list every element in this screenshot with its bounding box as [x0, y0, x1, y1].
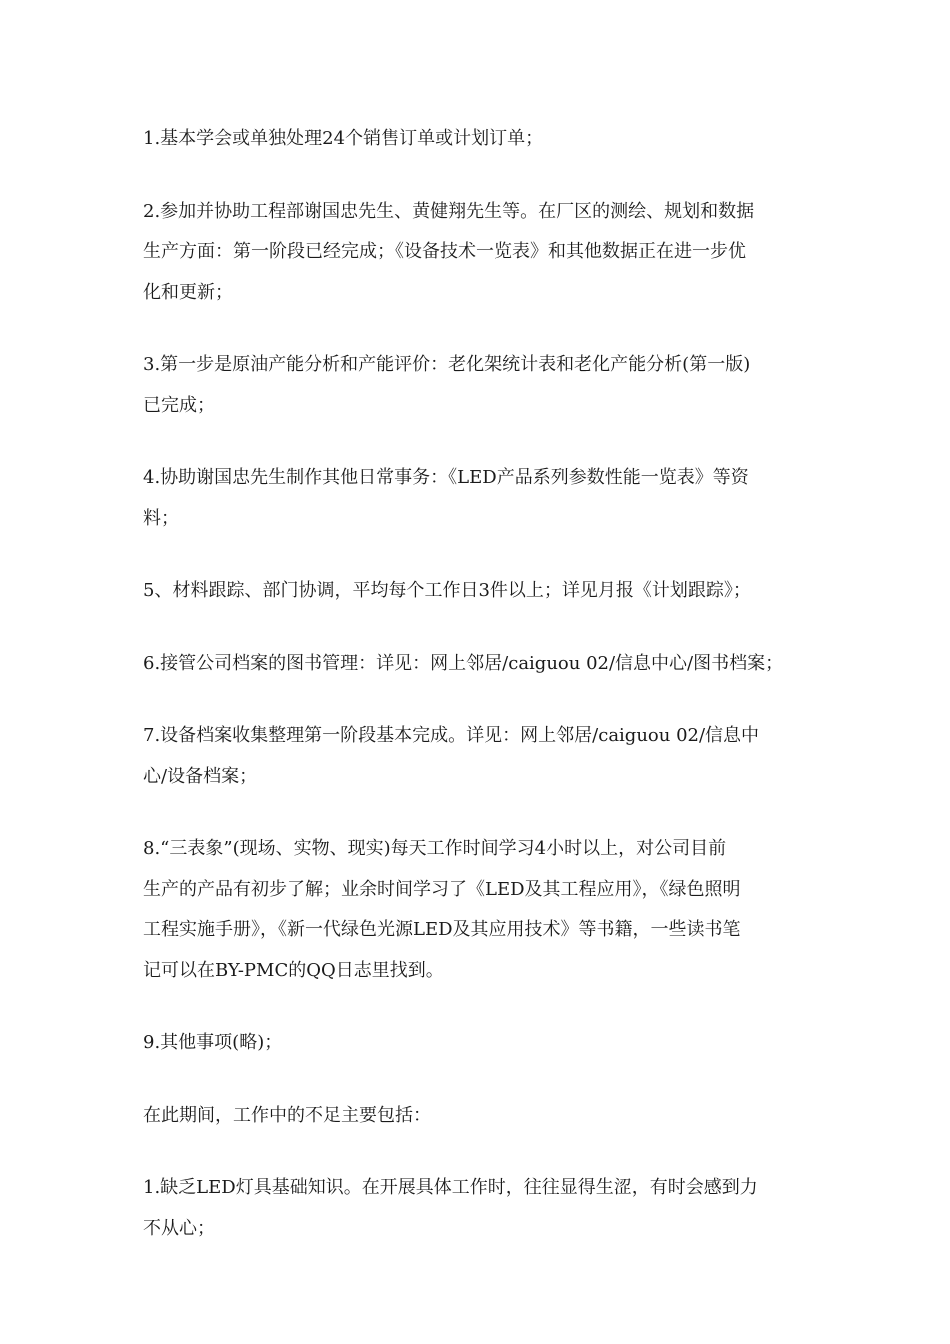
- paragraph-line: 心/设备档案；: [143, 765, 258, 787]
- paragraph-7: [143, 716, 823, 797]
- paragraph-line: 化和更新；: [143, 281, 233, 303]
- paragraph-8: [143, 829, 823, 991]
- paragraph-1: [143, 119, 823, 160]
- paragraph-line: 7.设备档案收集整理第一阶段基本完成。详见：网上邻居/caiguou 02/信息中: [143, 725, 760, 746]
- paragraph-line: 在此期间，工作中的不足主要包括：: [143, 1104, 431, 1126]
- paragraph-line: 记可以在BY-PMC的QQ日志里找到。: [143, 959, 444, 981]
- paragraph-2: [143, 192, 823, 314]
- paragraph-11: [143, 1168, 823, 1249]
- paragraph-line: 1.基本学会或单独处理24个销售订单或计划订单；: [143, 128, 544, 149]
- paragraph-line: 6.接管公司档案的图书管理：详见：网上邻居/caiguou 02/信息中心/图书档案；: [143, 652, 784, 674]
- paragraph-line: 料；: [143, 507, 179, 529]
- paragraph-line: 已完成；: [143, 394, 215, 416]
- paragraph-line: 5、材料跟踪、部门协调，平均每个工作日3件以上；详见月报《计划跟踪》；: [143, 580, 751, 601]
- paragraph-5: [143, 571, 823, 612]
- paragraph-4: [143, 458, 823, 539]
- paragraph-line: 1.缺乏LED灯具基础知识。在开展具体工作时，往往显得生涩，有时会感到力: [143, 1177, 758, 1198]
- paragraph-line: 不从心；: [143, 1217, 215, 1239]
- paragraph-line: 工程实施手册》，《新一代绿色光源LED及其应用技术》等书籍，一些读书笔: [143, 919, 741, 940]
- paragraph-line: 2.参加并协助工程部谢国忠先生、黄健翔先生等。在厂区的测绘、规划和数据: [143, 200, 755, 222]
- paragraph-line: 4.协助谢国忠先生制作其他日常事务：《LED产品系列参数性能一览表》等资: [143, 467, 749, 488]
- paragraph-10: [143, 1096, 823, 1137]
- paragraph-6: [143, 644, 823, 685]
- document-body: [143, 119, 823, 1281]
- paragraph-9: [143, 1023, 823, 1064]
- paragraph-3: [143, 345, 823, 426]
- paragraph-line: 生产方面：第一阶段已经完成；《设备技术一览表》和其他数据正在进一步优: [143, 241, 746, 262]
- paragraph-line: 8.“三表象”(现场、实物、现实)每天工作时间学习4小时以上，对公司目前: [143, 838, 727, 859]
- paragraph-line: 生产的产品有初步了解；业余时间学习了《LED及其工程应用》，《绿色照明: [143, 878, 741, 900]
- paragraph-line: 3.第一步是原油产能分析和产能评价：老化架统计表和老化产能分析(第一版): [143, 354, 751, 375]
- paragraph-line: 9.其他事项(略)；: [143, 1032, 283, 1053]
